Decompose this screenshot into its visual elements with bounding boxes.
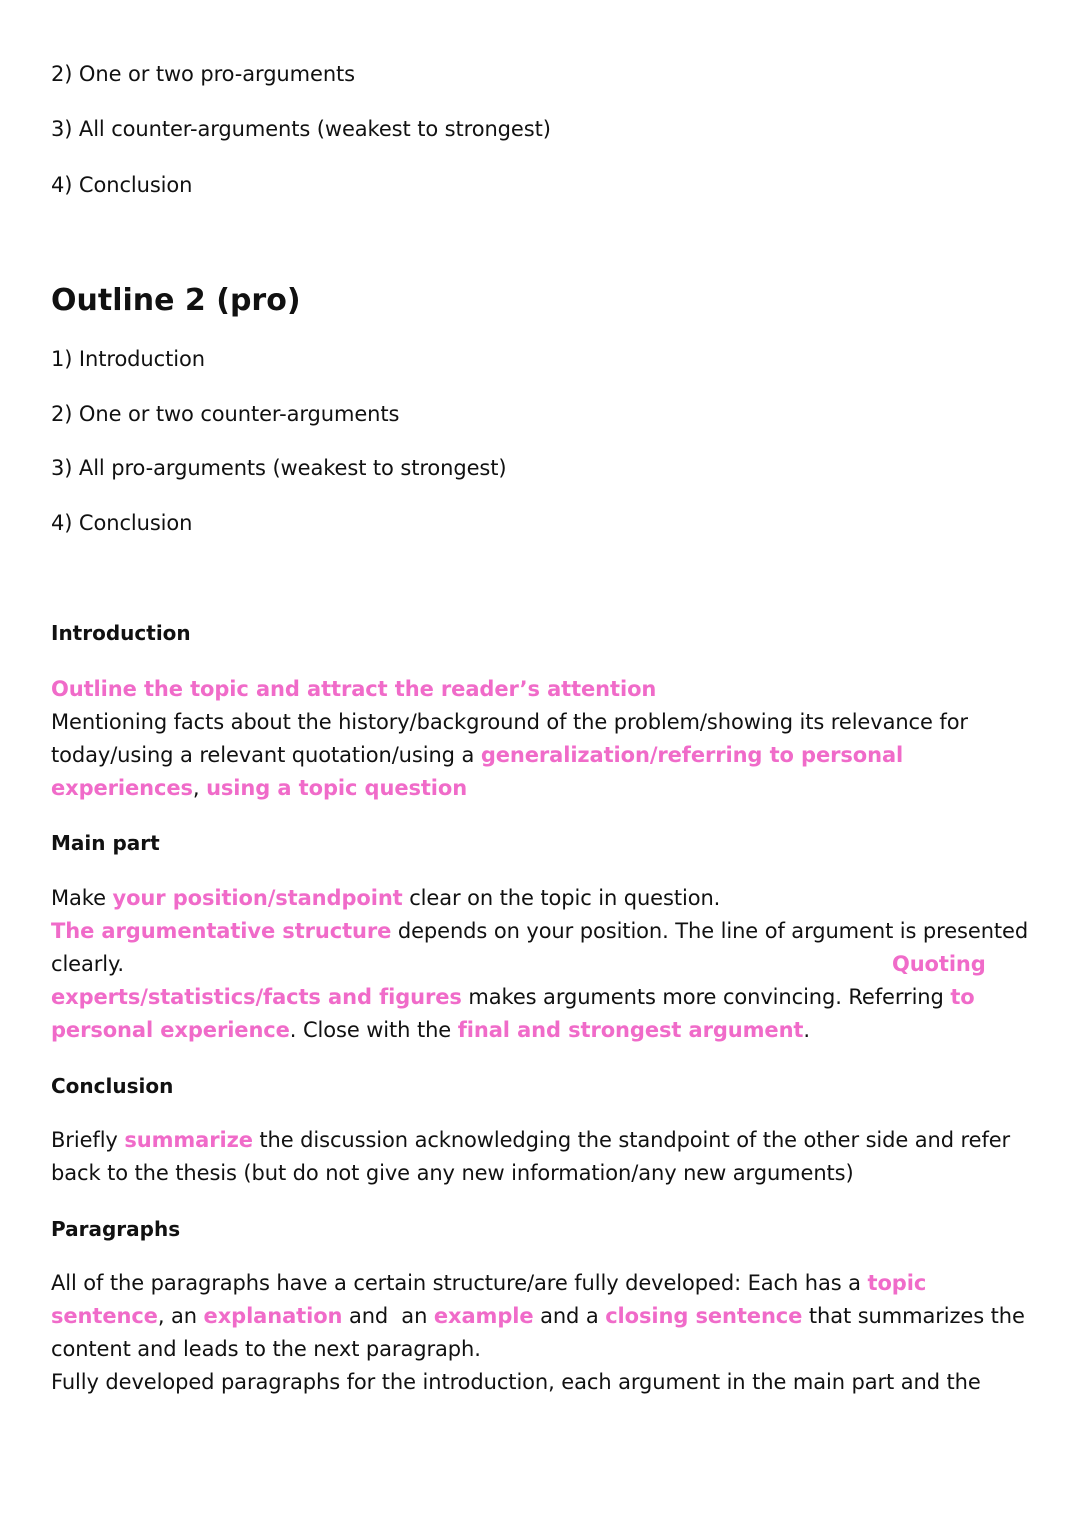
main-part-text: Make	[51, 886, 113, 910]
main-part-highlight-personal-experience: to personal experience	[51, 985, 975, 1042]
main-part-line-1	[51, 882, 720, 915]
conclusion-text-part: the discussion acknowledging the standpoint of the other side and refer back to the thesis (but do not give any new information/any new arguments)	[51, 1128, 1011, 1185]
outline2-item-1: 1) Introduction	[51, 347, 205, 371]
introduction-highlight-generalization: generalization/referring to personal experiences	[51, 743, 904, 800]
paragraphs-text-part: that summarizes the content and leads to the next paragraph.	[51, 1304, 1025, 1361]
paragraphs-text-part: and a	[533, 1304, 606, 1328]
introduction-highlight-topic-question: using a topic question	[206, 776, 468, 800]
conclusion-heading: Conclusion	[51, 1074, 174, 1098]
outline2-item-4: 4) Conclusion	[51, 511, 193, 535]
conclusion-highlight-summarize: summarize	[124, 1128, 253, 1152]
main-part-paragraph	[51, 915, 1041, 1047]
main-part-highlight-position: your position/standpoint	[112, 886, 403, 910]
outline1-item-3: 3) All counter-arguments (weakest to strongest)	[51, 117, 551, 141]
paragraphs-text	[51, 1267, 1041, 1399]
main-part-text: .	[803, 1018, 810, 1042]
paragraphs-highlight-example: example	[433, 1304, 534, 1328]
main-part-text: clear on the topic in question.	[402, 886, 721, 910]
main-part-text: depends on your position. The line of argument is presented clearly.	[51, 919, 1029, 976]
paragraphs-text-part: All of the paragraphs have a certain structure/are fully developed: Each has a	[51, 1271, 868, 1295]
main-part-text: . Close with the	[289, 1018, 458, 1042]
paragraphs-heading: Paragraphs	[51, 1217, 181, 1241]
outline2-item-3: 3) All pro-arguments (weakest to strongest)	[51, 456, 507, 480]
outline1-item-4: 4) Conclusion	[51, 173, 193, 197]
introduction-text-part: ,	[192, 776, 207, 800]
paragraphs-text-part: and an	[342, 1304, 434, 1328]
outline2-title: Outline 2 (pro)	[51, 283, 301, 318]
paragraphs-highlight-explanation: explanation	[203, 1304, 343, 1328]
introduction-heading: Introduction	[51, 621, 191, 645]
main-part-heading: Main part	[51, 831, 160, 855]
main-part-highlight-structure: The argumentative structure	[51, 919, 392, 943]
paragraphs-highlight-closing-sentence: closing sentence	[605, 1304, 803, 1328]
paragraphs-text-part: , an	[157, 1304, 204, 1328]
main-part-highlight-quoting: Quoting experts/statistics/facts and figures	[51, 952, 986, 1009]
outline1-item-2: 2) One or two pro-arguments	[51, 62, 356, 86]
conclusion-text	[51, 1124, 1041, 1190]
paragraphs-highlight-topic-sentence: topic sentence	[51, 1271, 927, 1328]
introduction-text	[51, 706, 1041, 805]
main-part-highlight-final-argument: final and strongest argument	[457, 1018, 804, 1042]
conclusion-text-part: Briefly	[51, 1128, 125, 1152]
outline2-item-2: 2) One or two counter-arguments	[51, 402, 400, 426]
paragraphs-text-part: Fully developed paragraphs for the introduction, each argument in the main part and the	[51, 1370, 981, 1394]
introduction-text-part: Mentioning facts about the history/background of the problem/showing its relevance for today/using a relevant quotation/using a	[51, 710, 968, 767]
introduction-highlight: Outline the topic and attract the reader’s attention	[51, 677, 657, 701]
main-part-text: makes arguments more convincing. Referring	[461, 985, 951, 1009]
